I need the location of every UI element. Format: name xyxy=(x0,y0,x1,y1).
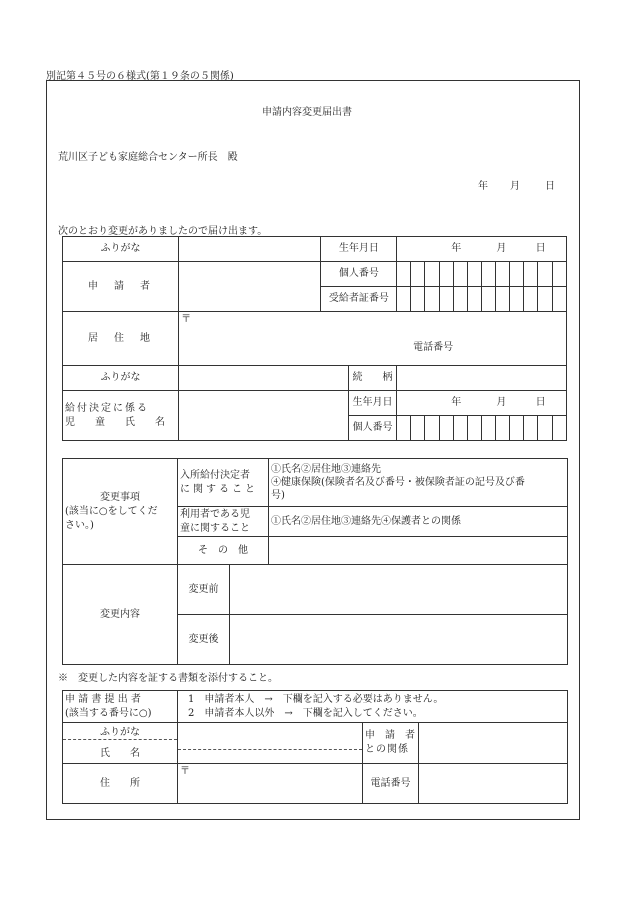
submitter-option-1[interactable]: 1 申請者本人 → 下欄を記入する必要はありません。 xyxy=(188,693,444,705)
postal-mark: 〒 xyxy=(181,314,192,325)
submitter-options[interactable] xyxy=(178,691,568,723)
digit-cell[interactable] xyxy=(524,287,538,312)
digit-cell[interactable] xyxy=(481,287,495,312)
submitter-name-field[interactable] xyxy=(178,723,363,764)
digit-cell[interactable] xyxy=(496,416,510,441)
submitter-name-label-cell xyxy=(63,723,178,764)
changes-row1-label-line1: 入所給付決定者 xyxy=(180,469,250,481)
submitter-address-field[interactable] xyxy=(178,764,363,804)
child-relation-field[interactable] xyxy=(397,366,567,391)
applicant-name-field[interactable] xyxy=(179,262,321,312)
applicant-phone-label: 電話番号 xyxy=(413,342,454,353)
submitter-label xyxy=(63,691,178,723)
digit-cell[interactable] xyxy=(439,416,453,441)
digit-cell[interactable] xyxy=(453,287,467,312)
child-label-line1: 給付決定に係る xyxy=(65,402,149,414)
changes-table xyxy=(62,458,568,665)
intro-text: 次のとおり変更がありましたので届け出ます。 xyxy=(58,226,268,237)
child-birth-day: 日 xyxy=(535,397,546,408)
submitter-relation-label xyxy=(363,723,419,764)
digit-cell[interactable] xyxy=(453,416,467,441)
digit-cell[interactable] xyxy=(481,262,495,287)
changes-row2-label-line2: 童に関すること xyxy=(180,522,250,534)
child-birth-label: 生年月日 xyxy=(348,391,396,416)
changes-row1-text-line3: 号) xyxy=(271,490,285,501)
digit-cell[interactable] xyxy=(524,262,538,287)
digit-cell[interactable] xyxy=(538,287,552,312)
applicant-personal-no-label: 個人番号 xyxy=(321,262,397,287)
changes-row2-options[interactable]: ①氏名②居住地③連絡先④保護者との関係 xyxy=(269,507,568,537)
child-birth-field[interactable] xyxy=(397,391,567,416)
child-birth-year: 年 xyxy=(451,397,462,408)
digit-cell[interactable] xyxy=(397,416,411,441)
submitter-furigana-label: ふりがな xyxy=(63,727,177,740)
child-personal-no-label: 個人番号 xyxy=(348,416,396,441)
submitter-phone-field[interactable] xyxy=(419,764,568,804)
submitter-address-label: 住 所 xyxy=(63,764,178,804)
submitter-table xyxy=(62,690,568,804)
applicant-recipient-no-label: 受給者証番号 xyxy=(321,287,397,312)
digit-cell[interactable] xyxy=(538,416,552,441)
digit-cell[interactable] xyxy=(510,416,524,441)
changes-after-field[interactable] xyxy=(230,615,568,665)
addressee: 荒川区子ども家庭総合センター所長 殿 xyxy=(58,152,238,163)
changes-row3-label: そ の 他 xyxy=(178,537,269,565)
changes-label-line1: 変更事項 xyxy=(100,491,140,503)
digit-cell[interactable] xyxy=(411,416,425,441)
digit-cell[interactable] xyxy=(467,287,481,312)
applicant-furigana-field[interactable] xyxy=(179,237,321,262)
digit-cell[interactable] xyxy=(552,416,566,441)
digit-cell[interactable] xyxy=(453,262,467,287)
digit-cell[interactable] xyxy=(481,416,495,441)
applicant-birth-label: 生年月日 xyxy=(321,237,397,262)
digit-cell[interactable] xyxy=(425,262,439,287)
applicant-table xyxy=(62,236,567,441)
applicant-label: 申 請 者 xyxy=(63,262,179,312)
changes-after-label: 変更後 xyxy=(178,615,230,665)
digit-cell[interactable] xyxy=(467,416,481,441)
changes-row1-label xyxy=(178,459,269,507)
submitter-label-line2: (該当する番号に○) xyxy=(65,707,152,719)
applicant-address-field[interactable] xyxy=(179,312,567,366)
changes-row1-text-line2: ④健康保険(保険者名及び番号・被保険者証の記号及び番 xyxy=(271,477,525,488)
changes-section-label xyxy=(63,459,178,565)
changes-before-label: 変更前 xyxy=(178,565,230,615)
digit-cell[interactable] xyxy=(411,287,425,312)
submitter-label-line1: 申 請 書 提 出 者 xyxy=(65,693,141,705)
changes-content-label: 変更内容 xyxy=(63,565,178,665)
applicant-birth-field[interactable] xyxy=(397,237,567,262)
date-year: 年 xyxy=(478,181,488,192)
submitter-relation-line1: 申 請 者 xyxy=(365,730,415,741)
changes-row2-label-line1: 利用者である児 xyxy=(180,508,250,520)
date-day: 日 xyxy=(545,181,555,192)
form-header: 別記第４５号の６様式(第１９条の５関係) xyxy=(46,71,234,82)
child-birth-month: 月 xyxy=(496,397,507,408)
applicant-furigana-label: ふりがな xyxy=(63,237,179,262)
submitter-phone-label: 電話番号 xyxy=(363,764,419,804)
digit-cell[interactable] xyxy=(552,287,566,312)
digit-cell[interactable] xyxy=(397,262,411,287)
digit-cell[interactable] xyxy=(538,262,552,287)
attachment-note: ※ 変更した内容を証する書類を添付すること。 xyxy=(58,673,278,684)
child-furigana-field[interactable] xyxy=(179,366,349,391)
digit-cell[interactable] xyxy=(552,262,566,287)
digit-cell[interactable] xyxy=(439,262,453,287)
form-title: 申請内容変更届出書 xyxy=(262,107,352,118)
child-relation-label: 続 柄 xyxy=(348,366,396,391)
submitter-relation-line2: との関係 xyxy=(365,744,409,755)
changes-before-field[interactable] xyxy=(230,565,568,615)
child-name-field[interactable] xyxy=(179,391,349,441)
child-label-line2: 児 童 氏 名 xyxy=(65,416,165,428)
submitter-relation-field[interactable] xyxy=(419,723,568,764)
digit-cell[interactable] xyxy=(510,262,524,287)
changes-row3-field[interactable] xyxy=(269,537,568,565)
applicant-birth-day: 日 xyxy=(535,243,546,254)
changes-label-line2: (該当に○をしてくだ xyxy=(65,505,158,517)
digit-cell[interactable] xyxy=(425,416,439,441)
changes-label-line3: さい。) xyxy=(65,519,94,531)
date-month: 月 xyxy=(510,181,520,192)
digit-cell[interactable] xyxy=(397,287,411,312)
changes-row1-options[interactable] xyxy=(269,459,568,507)
applicant-address-label: 居 住 地 xyxy=(63,312,179,366)
digit-cell[interactable] xyxy=(439,287,453,312)
submitter-option-2[interactable]: 2 申請者本人以外 → 下欄を記入してください。 xyxy=(188,707,423,719)
digit-cell[interactable] xyxy=(510,287,524,312)
digit-cell[interactable] xyxy=(524,416,538,441)
child-furigana-label: ふりがな xyxy=(63,366,179,391)
submitter-postal-mark: 〒 xyxy=(180,766,190,777)
digit-cell[interactable] xyxy=(425,287,439,312)
changes-row1-label-line2: に関すること xyxy=(180,483,258,495)
changes-row1-text-line1: ①氏名②居住地③連絡先 xyxy=(271,464,381,475)
digit-cell[interactable] xyxy=(496,287,510,312)
applicant-birth-year: 年 xyxy=(451,243,462,254)
digit-cell[interactable] xyxy=(496,262,510,287)
applicant-birth-month: 月 xyxy=(496,243,507,254)
child-label xyxy=(63,391,179,441)
changes-row2-label xyxy=(178,507,269,537)
digit-cell[interactable] xyxy=(411,262,425,287)
submitter-name-label: 氏 名 xyxy=(100,747,140,759)
digit-cell[interactable] xyxy=(467,262,481,287)
